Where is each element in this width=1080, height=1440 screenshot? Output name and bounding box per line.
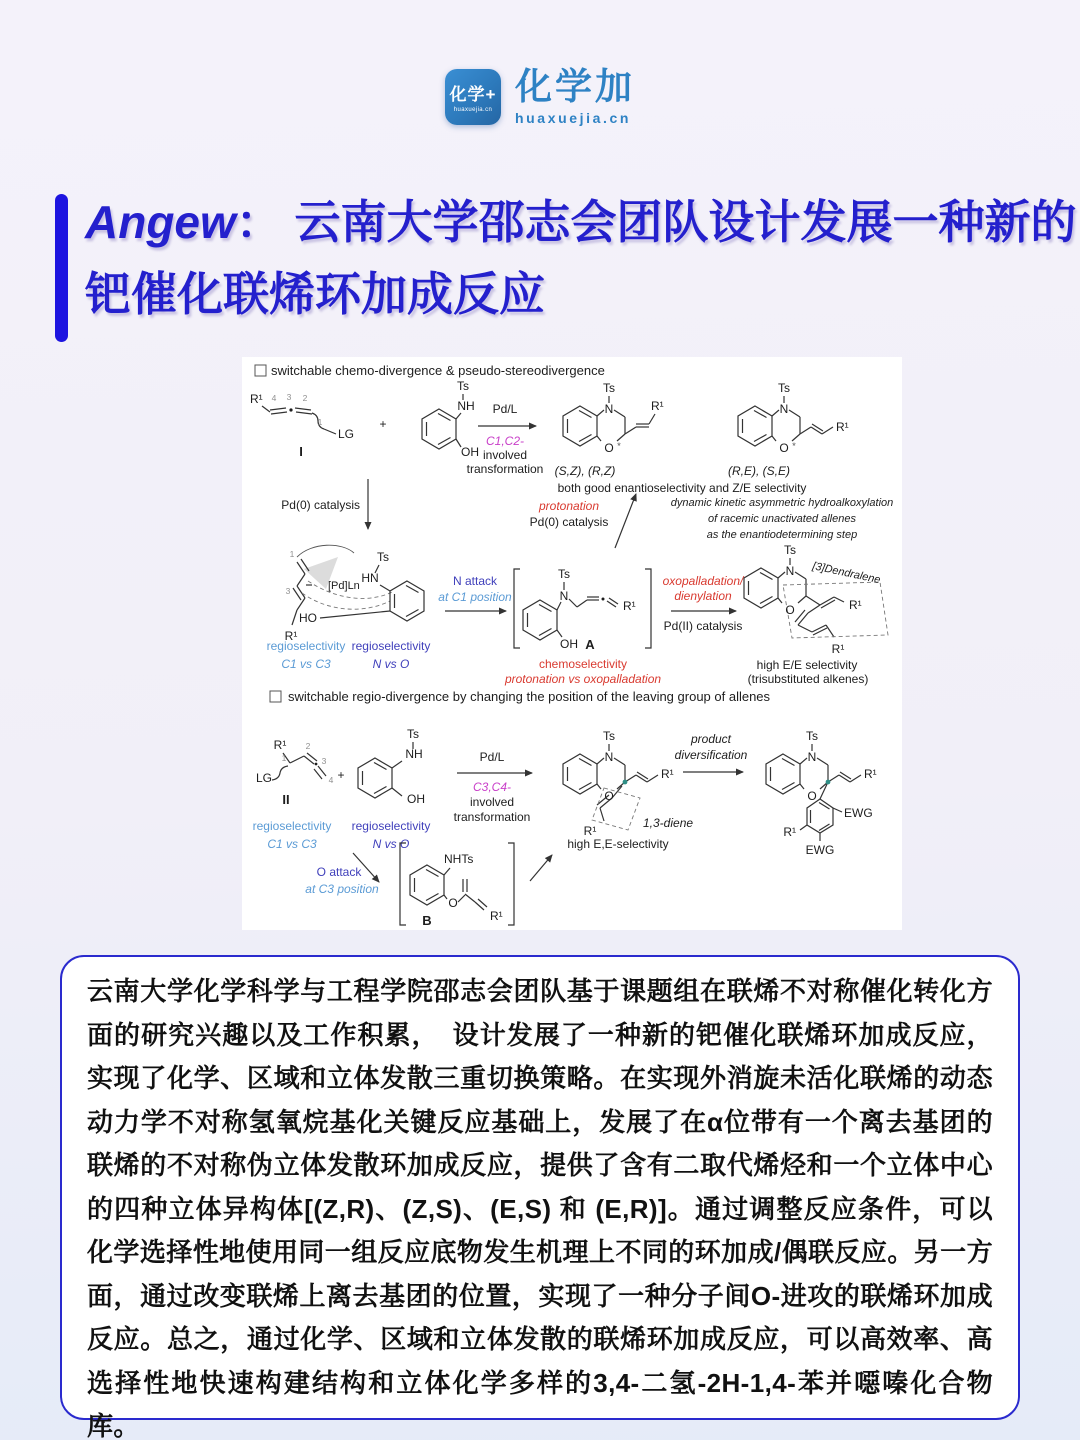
trisub-label: (trisubstituted alkenes) bbox=[747, 672, 869, 686]
protonation-arrow bbox=[530, 494, 636, 548]
c1-vs-c3-label: C1 vs C3 bbox=[281, 657, 331, 671]
app-icon-domain: huaxuejia.cn bbox=[453, 107, 493, 114]
allene-II-structure bbox=[256, 738, 334, 807]
journal-name: Angew bbox=[85, 196, 236, 248]
arrow-1 bbox=[467, 402, 544, 476]
pd0-catalysis-label: Pd(0) catalysis bbox=[529, 515, 609, 529]
r1-label: R¹ bbox=[490, 909, 503, 923]
involved-label: involved bbox=[469, 795, 515, 809]
abstract-box bbox=[60, 955, 1020, 1440]
dkr-line2: of racemic unactivated allenes bbox=[708, 513, 856, 525]
r1-label: R¹ bbox=[273, 738, 287, 752]
allene-number: 1 bbox=[281, 753, 287, 763]
product-E-benzoxazine bbox=[728, 381, 849, 478]
n-label: N bbox=[559, 589, 569, 603]
re-se-label: (R,E), (S,E) bbox=[728, 464, 790, 478]
at-c1-label: at C1 position bbox=[438, 590, 512, 604]
page-title bbox=[85, 186, 1077, 342]
allene-number: 3 bbox=[285, 586, 291, 596]
sz-rz-label: (S,Z), (R,Z) bbox=[554, 464, 616, 478]
page-title-line2: 钯催化联烯环加成反应 bbox=[85, 268, 545, 320]
ts-label: Ts bbox=[778, 381, 790, 395]
section2-title: switchable regio-divergence by changing the position of the leaving group of allenes bbox=[288, 689, 771, 704]
allene-number: 2 bbox=[302, 393, 308, 403]
allene-number: 3 bbox=[286, 392, 292, 402]
o-attack-label: O attack bbox=[316, 865, 362, 879]
diversified-product bbox=[766, 729, 877, 857]
r1-label: R¹ bbox=[623, 599, 636, 613]
brand-text bbox=[515, 68, 635, 126]
chemoselectivity-label: chemoselectivity bbox=[538, 657, 628, 671]
leaving-group-label: LG bbox=[338, 427, 355, 441]
o-label: O bbox=[807, 789, 817, 803]
r1-label: R¹ bbox=[836, 420, 849, 434]
abstract-text: 云南大学化学科学与工程学院邵志会团队基于课题组在联烯不对称催化转化方面的研究兴趣以及工作积累， 设计发展了一种新的钯催化联烯环加成反应，实现了化学、区域和立体发散三重切换策略。在实现外消旋未活化联烯的动态动力学不对称氢氧烷基化关键反应基础上，发展了在α位带有一个离去基团的联烯的不对称伪立体发散环加成反应，提供了含有二取代烯烃和一个立体中心的四种立体异构体[(Z,R)、(Z,S)、(E,S) 和 (E,R)]。通过调整反应条件，可以化学选择性地使用同一组反应底物发生机理上不同的环加成/偶联反应。另一方面，通过改变联烯上离去基团的位置，实现了一种分子间O-进攻的联烯环加成反应。总之，通过化学、区域和立体发散的联烯环加成反应，可以高效率、高选择性地快速构建结构和立体化学多样的3,4-二氢-2H-1,4-苯并噁嗪化合物库。 bbox=[87, 976, 993, 1440]
title-line1-rest: ： 云南大学邵志会团队设计发展一种新的 bbox=[235, 196, 1077, 248]
aminophenol-structure-1 bbox=[422, 379, 479, 459]
regioselectivity-label: regioselectivity bbox=[266, 639, 346, 653]
checkbox-glyph bbox=[270, 691, 281, 702]
ts-label: Ts bbox=[377, 550, 389, 564]
at-c3-label: at C3 position bbox=[305, 882, 379, 896]
r1-label: R¹ bbox=[583, 824, 597, 838]
dkr-note bbox=[671, 497, 894, 541]
high-ee2-label: high E,E-selectivity bbox=[567, 837, 669, 851]
stereocenter-star: * bbox=[617, 441, 621, 452]
diversification-arrow bbox=[675, 732, 748, 772]
regioselectivity-label: regioselectivity bbox=[351, 639, 431, 653]
ts-label: Ts bbox=[407, 727, 419, 741]
hn-label: HN bbox=[361, 571, 379, 585]
section1-title: switchable chemo-divergence & pseudo-stereodivergence bbox=[271, 363, 605, 378]
product-label: product bbox=[690, 732, 732, 746]
plus-sign: + bbox=[337, 768, 345, 782]
ts-label: Ts bbox=[603, 729, 615, 743]
n-label: N bbox=[807, 750, 817, 764]
brand-header bbox=[0, 68, 1080, 126]
app-icon-label: 化学+ bbox=[449, 85, 497, 105]
brand-domain: huaxuejia.cn bbox=[515, 109, 632, 126]
plus-sign: + bbox=[379, 417, 387, 431]
leaving-group-label: LG bbox=[255, 771, 273, 785]
ts-label: Ts bbox=[457, 379, 469, 393]
intermediate-A-label: A bbox=[585, 637, 595, 652]
n-vs-o-label: N vs O bbox=[372, 837, 410, 851]
headline-accent-bar bbox=[55, 194, 68, 342]
r1-label: R¹ bbox=[783, 825, 796, 839]
compound-I-label: I bbox=[299, 444, 303, 459]
oxopalladation-label: oxopalladation/ bbox=[662, 574, 744, 588]
ts-label: Ts bbox=[806, 729, 818, 743]
involved-label: involved bbox=[482, 448, 528, 462]
product-Z-benzoxazine bbox=[555, 381, 664, 478]
allene-I-structure bbox=[250, 392, 354, 459]
allene-number: 1 bbox=[289, 549, 295, 559]
o-label: O bbox=[779, 441, 789, 455]
compound-II-label: II bbox=[282, 792, 290, 807]
allene-number: 3 bbox=[321, 756, 327, 766]
o-label: O bbox=[785, 603, 795, 617]
r1-label: R¹ bbox=[284, 629, 298, 643]
dendralene-product bbox=[744, 543, 888, 686]
protonation-label: protonation bbox=[538, 499, 600, 513]
oh-label: OH bbox=[461, 445, 479, 459]
n-attack-arrow bbox=[438, 574, 512, 611]
dkr-line1: dynamic kinetic asymmetric hydroalkoxylation bbox=[670, 497, 894, 509]
intermediate-A bbox=[514, 567, 651, 652]
n-label: N bbox=[779, 402, 789, 416]
oxopalladation-arrow bbox=[663, 574, 745, 633]
allene-number: 4 bbox=[271, 393, 277, 403]
r1-label: R¹ bbox=[661, 767, 674, 781]
pd-l-label: Pd/L bbox=[479, 750, 505, 764]
stereocenter-star: * bbox=[792, 441, 796, 452]
high-ee-label: high E/E selectivity bbox=[756, 658, 858, 672]
c1-vs-c3-label: C1 vs C3 bbox=[267, 837, 317, 851]
nh-label: NH bbox=[405, 747, 423, 761]
aminophenol-structure-3 bbox=[358, 727, 425, 806]
row1-caption: both good enantioselectivity and Z/E selectivity bbox=[557, 481, 807, 495]
c1c2-label: C1,C2- bbox=[485, 434, 525, 448]
n-label: N bbox=[604, 402, 614, 416]
r1-label: R¹ bbox=[250, 392, 263, 406]
transformation-label: transformation bbox=[453, 810, 531, 824]
allene-number: 1 bbox=[317, 417, 323, 427]
o-label: O bbox=[604, 789, 614, 803]
dendralene-label: [3]Dendralene bbox=[811, 560, 882, 587]
o-label: O bbox=[448, 896, 458, 910]
o-label: O bbox=[604, 441, 614, 455]
allene-number: 4 bbox=[328, 775, 334, 785]
checkbox-glyph bbox=[255, 365, 266, 376]
n-vs-o-label: N vs O bbox=[372, 657, 410, 671]
huaxuejia-app-icon bbox=[445, 69, 501, 125]
intermediate-B-label: B bbox=[422, 913, 432, 928]
nhts-label: NHTs bbox=[444, 852, 474, 866]
oh-label: OH bbox=[407, 792, 425, 806]
dienylation-label: dienylation bbox=[674, 589, 732, 603]
intermediate-B bbox=[400, 843, 514, 928]
pd2-catalysis-label: Pd(II) catalysis bbox=[663, 619, 743, 633]
r1-label: R¹ bbox=[864, 767, 877, 781]
o-attack-arrow bbox=[305, 853, 379, 896]
nh-label: NH bbox=[457, 399, 475, 413]
pd-l-label: Pd/L bbox=[492, 402, 518, 416]
diene13-label: 1,3-diene bbox=[643, 816, 694, 830]
ewg-label: EWG bbox=[805, 843, 835, 857]
transformation-label: transformation bbox=[466, 462, 544, 476]
r1-label: R¹ bbox=[831, 642, 845, 656]
ts-label: Ts bbox=[784, 543, 796, 557]
ho-label: HO bbox=[299, 611, 317, 625]
regioselectivity-label: regioselectivity bbox=[351, 819, 431, 833]
allene-number: 2 bbox=[305, 741, 311, 751]
pd0-catalysis-label: Pd(0) catalysis bbox=[281, 498, 360, 512]
regioselectivity-label: regioselectivity bbox=[252, 819, 332, 833]
r1-label: R¹ bbox=[849, 598, 862, 612]
pd-ln-label: [Pd]Ln bbox=[328, 580, 360, 592]
n-attack-label: N attack bbox=[452, 574, 498, 588]
brand-name: 化学加 bbox=[515, 66, 635, 107]
oh-label: OH bbox=[560, 637, 578, 651]
ewg-label: EWG bbox=[844, 806, 873, 820]
ts-label: Ts bbox=[558, 567, 570, 581]
c3c4-label: C3,C4- bbox=[472, 780, 512, 794]
aminophenol-structure-2 bbox=[299, 550, 424, 625]
n-label: N bbox=[785, 564, 795, 578]
ts-label: Ts bbox=[603, 381, 615, 395]
diversification-label: diversification bbox=[674, 748, 748, 762]
reaction-scheme-figure bbox=[242, 357, 902, 930]
r1-label: R¹ bbox=[651, 399, 664, 413]
prot-vs-oxo-label: protonation vs oxopalladation bbox=[504, 672, 662, 686]
headline-block bbox=[55, 186, 1077, 342]
page-title-line1 bbox=[85, 196, 1077, 248]
reaction-scheme-svg bbox=[242, 357, 902, 930]
n-label: N bbox=[604, 750, 614, 764]
arrow-3 bbox=[454, 750, 532, 824]
b-to-product-arrow bbox=[530, 855, 552, 881]
dkr-line3: as the enantiodetermining step bbox=[706, 529, 858, 541]
